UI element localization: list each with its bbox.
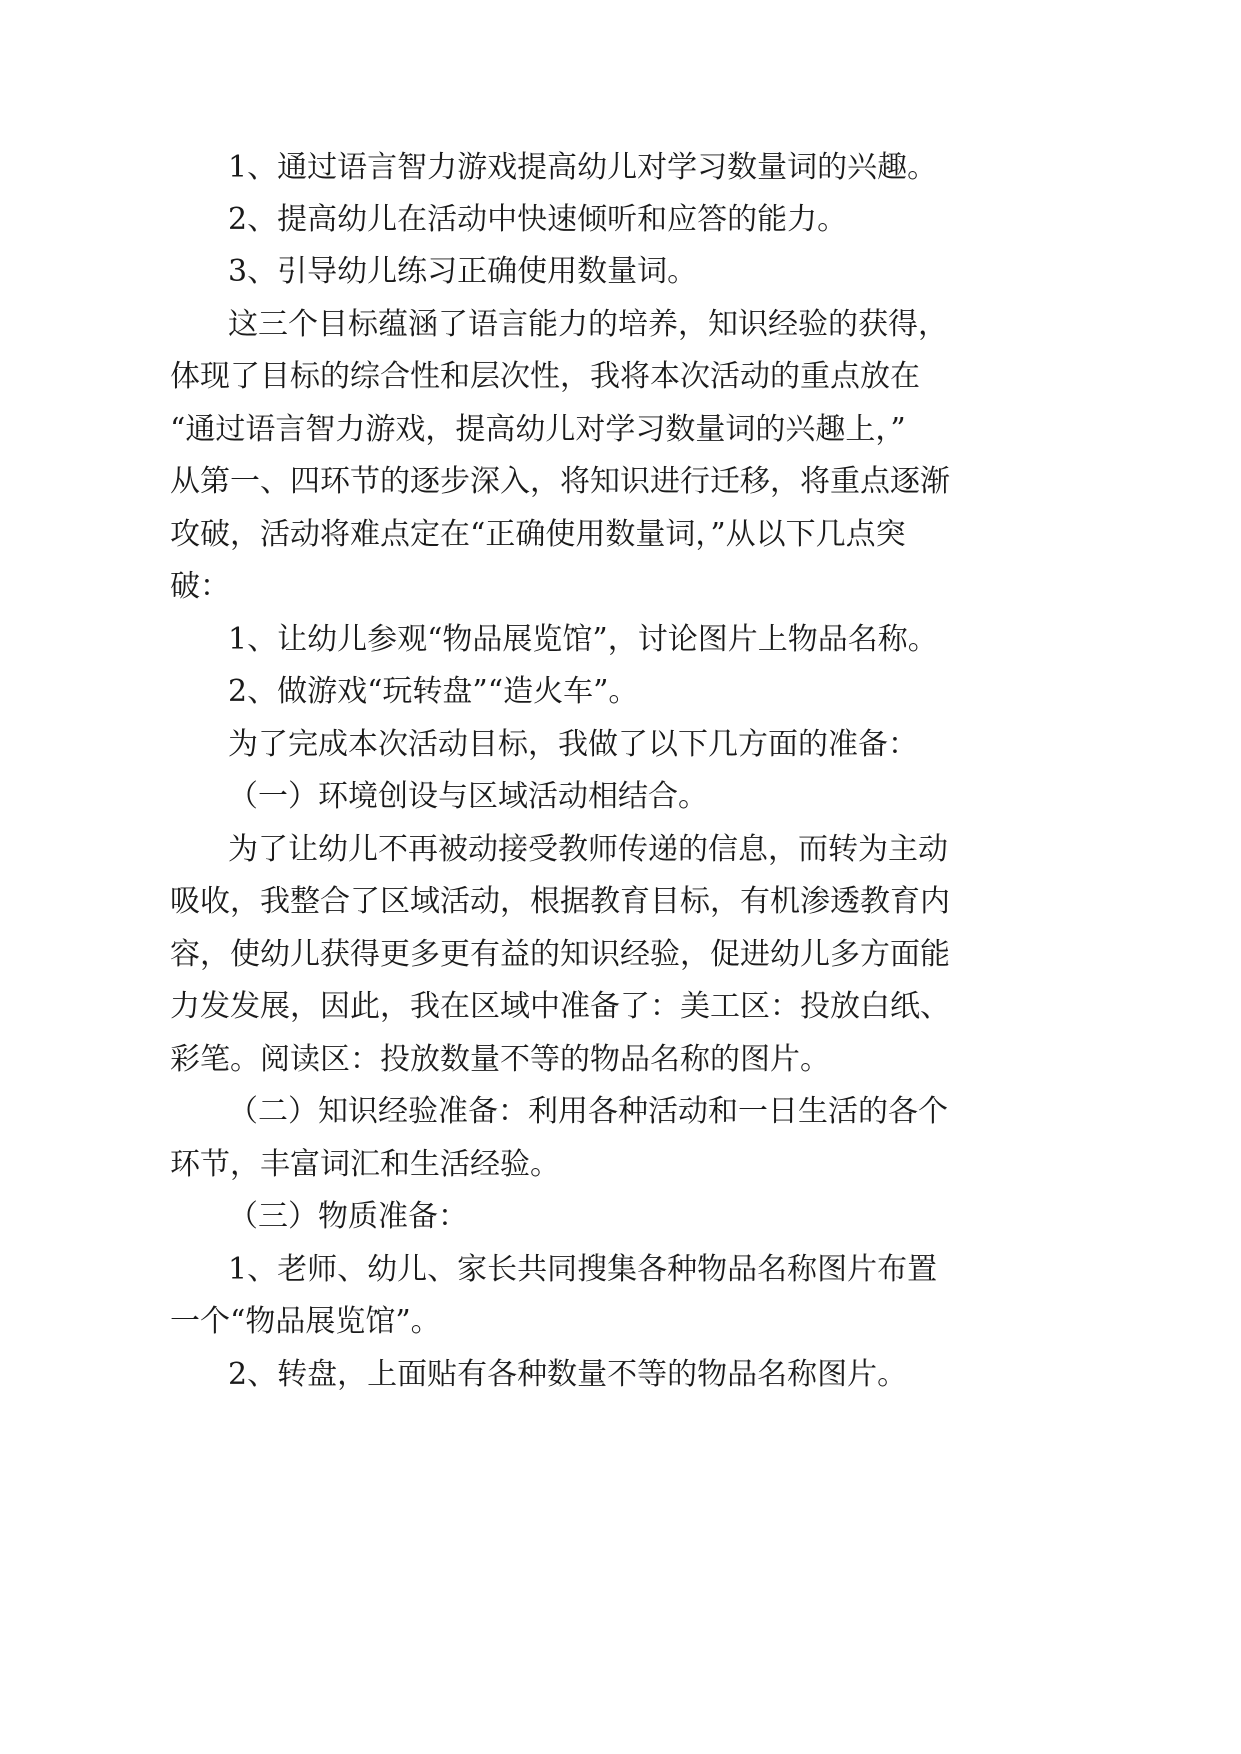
paragraph-line: 为了完成本次活动目标，我做了以下几方面的准备：: [228, 727, 918, 762]
paragraph-line: “通过语言智力游戏，提高幼儿对学习数量词的兴趣上，”: [170, 412, 906, 447]
paragraph-line: 环节，丰富词汇和生活经验。: [170, 1147, 560, 1182]
paragraph-line: 从第一、四环节的逐步深入，将知识进行迁移，将重点逐渐: [170, 464, 950, 499]
paragraph-line: 力发发展，因此，我在区域中准备了：美工区：投放白纸、: [170, 989, 950, 1024]
objective-3: 3、引导幼儿练习正确使用数量词。: [228, 254, 698, 289]
list-item: 2、做游戏“玩转盘”“造火车”。: [228, 674, 639, 709]
objective-1: 1、通过语言智力游戏提高幼儿对学习数量词的兴趣。: [228, 150, 938, 185]
section-heading-3: （三）物质准备：: [228, 1199, 468, 1234]
paragraph-line: 为了让幼儿不再被动接受教师传递的信息，而转为主动: [228, 832, 948, 867]
paragraph-line: 一个“物品展览馆”。: [170, 1304, 441, 1339]
paragraph-line: 破：: [170, 569, 230, 604]
objective-2: 2、提高幼儿在活动中快速倾听和应答的能力。: [228, 202, 848, 237]
paragraph-line: 容，使幼儿获得更多更有益的知识经验，促进幼儿多方面能: [170, 937, 950, 972]
paragraph-line: 攻破，活动将难点定在“正确使用数量词，”从以下几点突: [170, 517, 906, 552]
paragraph-line: 吸收，我整合了区域活动，根据教育目标，有机渗透教育内: [170, 884, 950, 919]
paragraph-line: 这三个目标蕴涵了语言能力的培养，知识经验的获得，: [228, 307, 948, 342]
section-heading-1: （一）环境创设与区域活动相结合。: [228, 779, 708, 814]
section-heading-2: （二）知识经验准备：利用各种活动和一日生活的各个: [228, 1094, 948, 1129]
paragraph-line: 体现了目标的综合性和层次性，我将本次活动的重点放在: [170, 359, 920, 394]
list-item: 1、让幼儿参观“物品展览馆”，讨论图片上物品名称。: [228, 622, 938, 657]
list-item: 2、转盘，上面贴有各种数量不等的物品名称图片。: [228, 1357, 908, 1392]
list-item: 1、老师、幼儿、家长共同搜集各种物品名称图片布置: [228, 1252, 938, 1287]
paragraph-line: 彩笔。阅读区：投放数量不等的物品名称的图片。: [170, 1042, 830, 1077]
